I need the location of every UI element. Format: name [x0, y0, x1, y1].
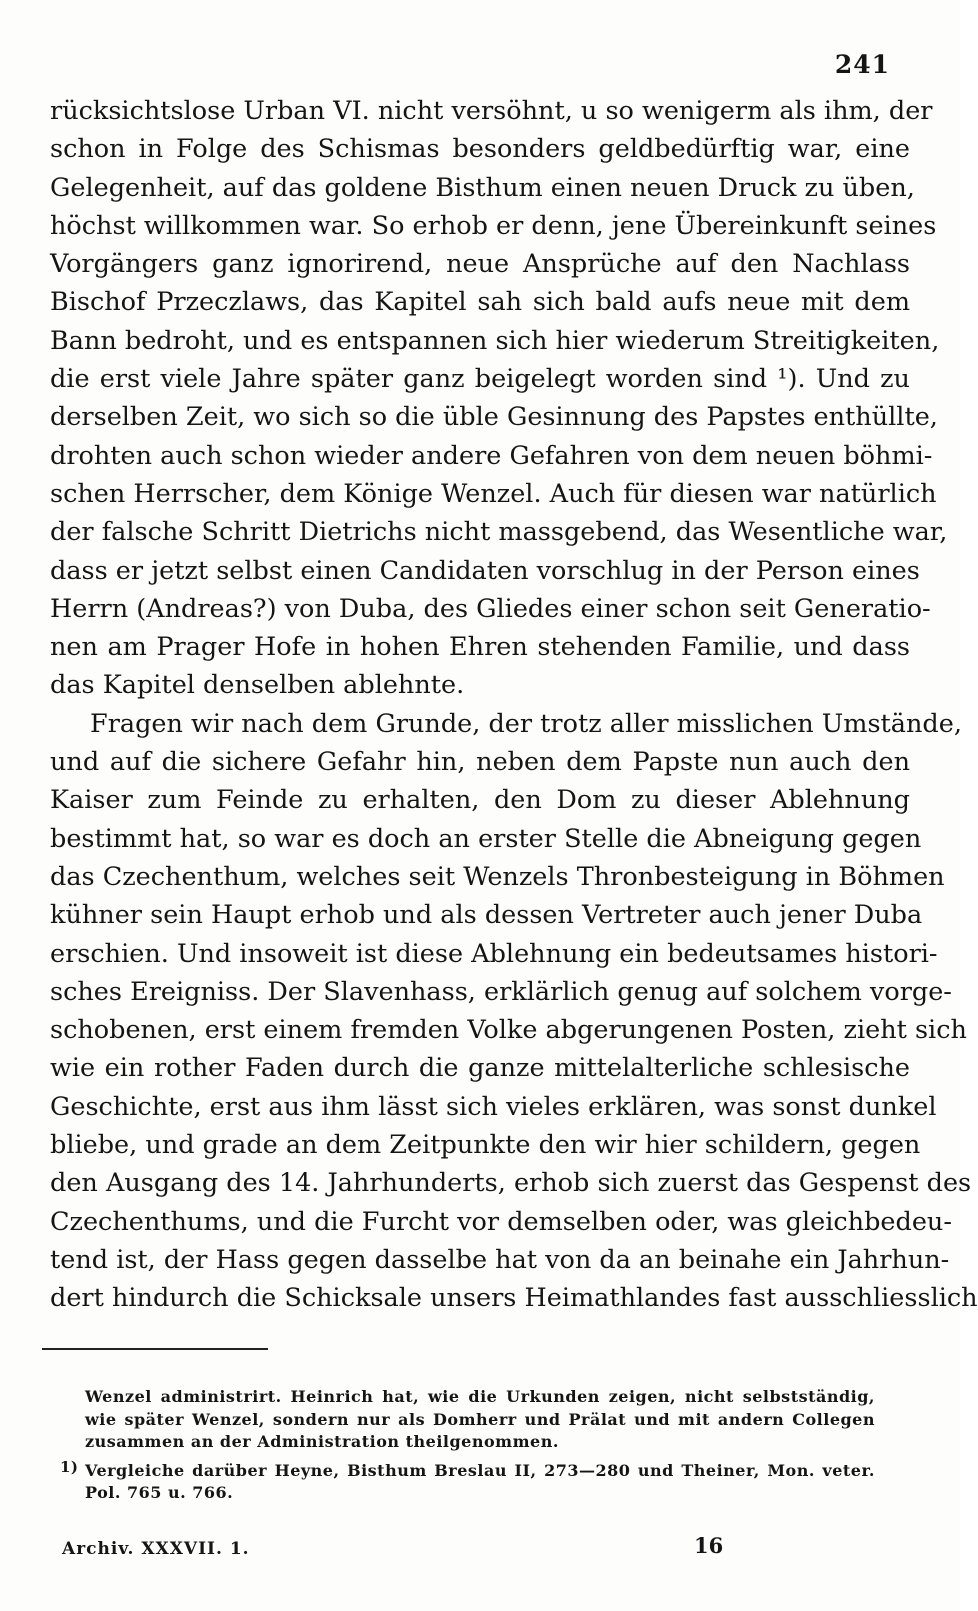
text-line: kühner sein Haupt erhob und als dessen Vertreter auch jener Duba [50, 900, 923, 931]
text-line: schon in Folge des Schismas besonders geldbedürftig war, eine [50, 134, 910, 165]
footnote-line: zusammen an der Administration theilgenommen. [85, 1432, 559, 1451]
footnote-line: Wenzel administrirt. Heinrich hat, wie die Urkunden zeigen, nicht selbstständig, [85, 1387, 875, 1406]
page-number: 241 [834, 50, 890, 79]
footnote-line: Vergleiche darüber Heyne, Bisthum Breslau II, 273—280 und Theiner, Mon. veter. [85, 1460, 875, 1480]
text-line: sches Ereigniss. Der Slavenhass, erklärlich genug auf solchem vorge- [50, 976, 952, 1007]
footnote-1 [60, 1457, 875, 1483]
text-line: Gelegenheit, auf das goldene Bisthum einen neuen Druck zu üben, [50, 172, 915, 203]
text-line: rücksichtslose Urban VI. nicht versöhnt, u so wenigerm als ihm, der [50, 96, 933, 126]
paragraph-start-line: Fragen wir nach dem Grunde, der trotz aller misslichen Umstände, [90, 708, 962, 739]
text-line: tend ist, der Hass gegen dasselbe hat von da an beinahe ein Jahrhun- [50, 1244, 950, 1275]
text-line: wie ein rother Faden durch die ganze mittelalterliche schlesische [50, 1053, 910, 1084]
footnote-marker: 1) [60, 1457, 79, 1476]
text-line: dert hindurch die Schicksale unsers Heimathlandes fast ausschliesslich [50, 1283, 978, 1314]
text-line: den Ausgang des 14. Jahrhunderts, erhob sich zuerst das Gespenst des [50, 1168, 972, 1199]
text-line: Kaiser zum Feinde zu erhalten, den Dom zu dieser Ablehnung [50, 785, 910, 816]
text-line: höchst willkommen war. So erhob er denn, jene Übereinkunft seines [50, 210, 937, 241]
printer-signature: Archiv. XXXVII. 1. [62, 1539, 250, 1559]
text-line: schen Herrscher, dem Könige Wenzel. Auch für diesen war natürlich [50, 478, 937, 509]
text-line: drohten auch schon wieder andere Gefahren von dem neuen böhmi- [50, 440, 933, 471]
text-line: Czechenthums, und die Furcht vor demselben oder, was gleichbedeu- [50, 1206, 952, 1237]
text-line: dass er jetzt selbst einen Candidaten vorschlug in der Person eines [50, 555, 920, 586]
text-line: bliebe, und grade an dem Zeitpunkte den wir hier schildern, gegen [50, 1130, 921, 1161]
signature-number: 16 [694, 1533, 724, 1558]
footnote-line: wie später Wenzel, sondern nur als Domherr und Prälat und mit andern Collegen [85, 1409, 875, 1429]
text-line: bestimmt hat, so war es doch an erster Stelle die Abneigung gegen [50, 823, 922, 854]
text-line: das Czechenthum, welches seit Wenzels Thronbesteigung in Böhmen [50, 861, 945, 892]
text-line: derselben Zeit, wo sich so die üble Gesinnung des Papstes enthüllte, [50, 402, 938, 433]
text-line: Bischof Przeczlaws, das Kapitel sah sich bald aufs neue mit dem [50, 287, 910, 318]
text-line: das Kapitel denselben ablehnte. [50, 670, 465, 701]
footnote-line: Pol. 765 u. 766. [85, 1483, 234, 1502]
text-line: Herrn (Andreas?) von Duba, des Gliedes einer schon seit Generatio- [50, 593, 931, 624]
text-line: Vorgängers ganz ignorirend, neue Ansprüche auf den Nachlass [50, 249, 910, 280]
text-line: Bann bedroht, und es entspannen sich hier wiederum Streitigkeiten, [50, 325, 940, 356]
text-line: der falsche Schritt Dietrichs nicht massgebend, das Wesentliche war, [50, 517, 948, 548]
text-line: und auf die sichere Gefahr hin, neben dem Papste nun auch den [50, 747, 910, 778]
text-line: erschien. Und insoweit ist diese Ablehnung ein bedeutsames histori- [50, 938, 938, 969]
footnotes-block [60, 1386, 875, 1505]
text-line: nen am Prager Hofe in hohen Ehren stehenden Familie, und dass [50, 632, 910, 663]
text-line: die erst viele Jahre später ganz beigelegt worden sind ¹). Und zu [50, 364, 910, 395]
text-line: Geschichte, erst aus ihm lässt sich vieles erklären, was sonst dunkel [50, 1091, 937, 1122]
text-line: schobenen, erst einem fremden Volke abgerungenen Posten, zieht sich [50, 1015, 967, 1046]
footnote-divider [42, 1348, 268, 1350]
main-text-block [50, 92, 978, 1318]
